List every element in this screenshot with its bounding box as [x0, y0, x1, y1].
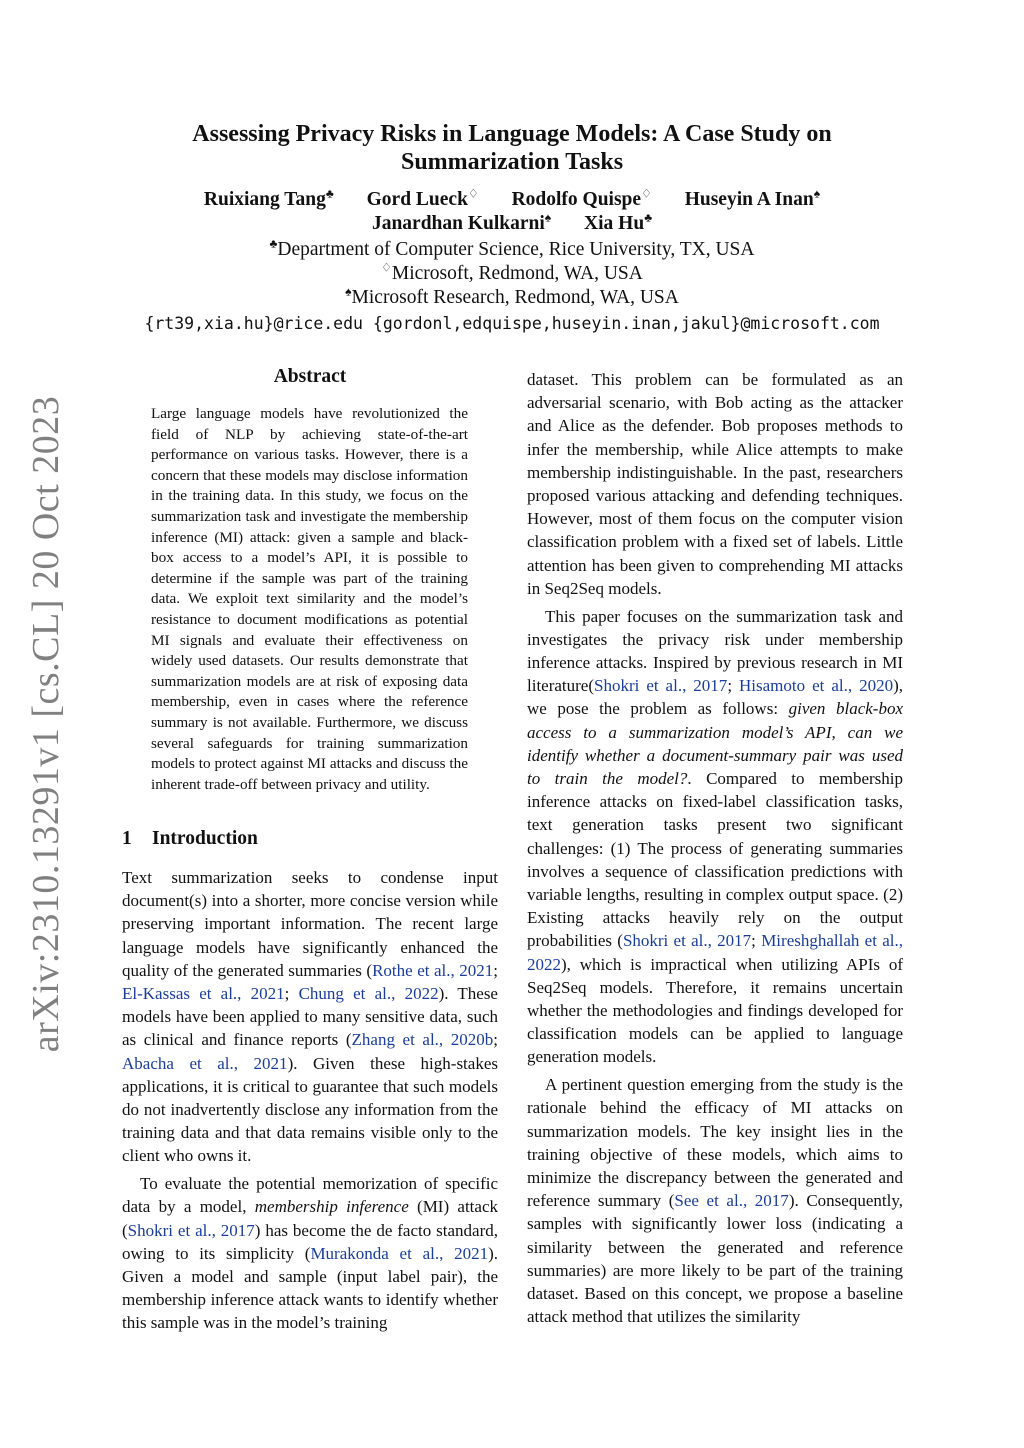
title-line-1: Assessing Privacy Risks in Language Models: A Case Study on — [192, 121, 832, 147]
intro-paragraph-2: To evaluate the potential memorization of specific data by a model, membership inference (MI) attack (Shokri et al., 2017) has become the de facto standard, owing to its simplicity (Murakonda et al., 2021). Given a model and sample (input label pair), the membership inference attack wants to identify whether this sample was in the model’s training — [122, 1174, 499, 1333]
intro-paragraph-continued: dataset. This problem can be formulated as an adversarial scenario, with Bob acting as the attacker and Alice as the defender. Bob proposes methods to infer the membership, while Alice attempts to make membership indistinguishable. In the past, researchers proposed various attacking and defending techniques. However, most of them focus on the computer vision classification problem with a fixed set of labels. Little attention has been given to comprehending MI attacks in Seq2Seq models. — [527, 370, 903, 598]
intro-paragraph-3: This paper focuses on the summarization task and investigates the privacy risk under membership inference attacks. Inspired by previous research in MI literature(Shokri et al., 2017; Hisamoto et al., 2020), we pose the problem as follows: given black-box access to a summarization model’s API, can we identify whether a document-summary pair was used to train the model?. Compared to membership inference attacks on fixed-label classification tasks, text generation tasks present two significant challenges: (1) The process of generating summaries involves a sequence of classification predictions with variable lengths, resulting in complex output space. (2) Existing attacks heavily rely on the output probabilities (Shokri et al., 2017; Mireshghallah et al., 2022), which is impractical when utilizing APIs of Seq2Seq models. Therefore, it remains uncertain whether the methodologies and findings developed for classification models can be applied to language generation models. — [527, 606, 903, 1067]
citation-link[interactable]: Murakonda et al., 2021 — [310, 1243, 489, 1263]
citation-link[interactable]: Mireshghallah et al., 2022 — [527, 931, 903, 974]
affiliation: ♢Microsoft, Redmond, WA, USA — [381, 260, 643, 284]
affiliation: ♠Microsoft Research, Redmond, WA, USA — [345, 284, 679, 308]
author-list — [0, 188, 1024, 236]
author: Ruixiang Tang♣ — [203, 186, 334, 210]
arxiv-identifier: arXiv:2310.13291v1 [cs.CL] 20 Oct 2023 — [25, 395, 67, 1053]
author: Xia Hu♣ — [584, 210, 653, 234]
author: Huseyin A Inan♠ — [684, 186, 821, 210]
citation-link[interactable]: Shokri et al., 2017 — [594, 676, 728, 696]
author: Rodolfo Quispe♢ — [511, 186, 652, 210]
author-row-1 — [0, 188, 1024, 212]
author: Gord Lueck♢ — [366, 186, 479, 210]
affiliation: ♣Department of Computer Science, Rice University, TX, USA — [269, 236, 755, 260]
citation-link[interactable]: Abacha et al., 2021 — [122, 1053, 288, 1073]
affiliation-list — [0, 238, 1024, 310]
left-column-body — [122, 866, 498, 1339]
citation-link[interactable]: Shokri et al., 2017 — [622, 931, 752, 951]
intro-paragraph-4: A pertinent question emerging from the study is the rationale behind the efficacy of MI attacks on summarization models. The key insight lies in the training objective of these models, which aims to minimize the discrepancy between the generated and reference summary (See et al., 2017). Consequently, samples with significantly lower loss (indicating a similarity between the generated and reference summaries) are more likely to be part of the training dataset. Based on this concept, we propose a baseline attack method that utilizes the similarity — [527, 1075, 903, 1327]
abstract-heading: Abstract — [273, 366, 347, 387]
author: Janardhan Kulkarni♠ — [371, 210, 552, 234]
citation-link[interactable]: Chung et al., 2022 — [298, 984, 439, 1004]
citation-link[interactable]: Zhang et al., 2020b — [351, 1030, 494, 1050]
abstract-body: Large language models have revolutionized the field of NLP by achieving state-of-the-art performance on various tasks. However, there is a concern that these models may disclose information in the training data. In this study, we focus on the summarization task and investigate the membership inference (MI) attack: given a sample and black-box access to a model’s API, it is possible to determine if the sample was part of the training data. We exploit text similarity and the model’s resistance to document modifications as potential MI signals and evaluate their effectiveness on widely used datasets. Our results demonstrate that summarization models are at risk of exposing data membership, even in cases where the reference summary is not available. Furthermore, we discuss several safeguards for training summarization models to protect against MI attacks and discuss the inherent trade-off between privacy and utility. — [151, 405, 468, 793]
citation-link[interactable]: Rothe et al., 2021 — [372, 960, 494, 980]
author-row-2 — [0, 212, 1024, 236]
citation-link[interactable]: See et al., 2017 — [674, 1191, 789, 1211]
paper-title — [0, 120, 1024, 176]
citation-link[interactable]: Hisamoto et al., 2020 — [739, 676, 894, 696]
section-title: Introduction — [152, 828, 258, 849]
intro-paragraph-1: Text summarization seeks to condense input document(s) into a shorter, more concise version while preserving important information. The recent large language models have significantly enhanced the quality of the generated summaries (Rothe et al., 2021; El-Kassas et al., 2021; Chung et al., 2022). These models have been applied to many sensitive data, such as clinical and finance reports (Zhang et al., 2020b; Abacha et al., 2021). Given these high-stakes applications, it is critical to guarantee that such models do not inadvertently disclose any information from the training data and that data remains visible only to the client who owns it. — [122, 868, 498, 1166]
author-emails: {rt39,xia.hu}@rice.edu {gordonl,edquispe,huseyin.inan,jakul}@microsoft.com — [144, 314, 880, 333]
title-line-2: Summarization Tasks — [400, 149, 624, 175]
right-column-body — [527, 368, 903, 1333]
section-heading-introduction — [122, 828, 258, 850]
citation-link[interactable]: El-Kassas et al., 2021 — [122, 984, 285, 1004]
citation-link[interactable]: Shokri et al., 2017 — [127, 1220, 255, 1240]
section-number: 1 — [122, 828, 132, 849]
